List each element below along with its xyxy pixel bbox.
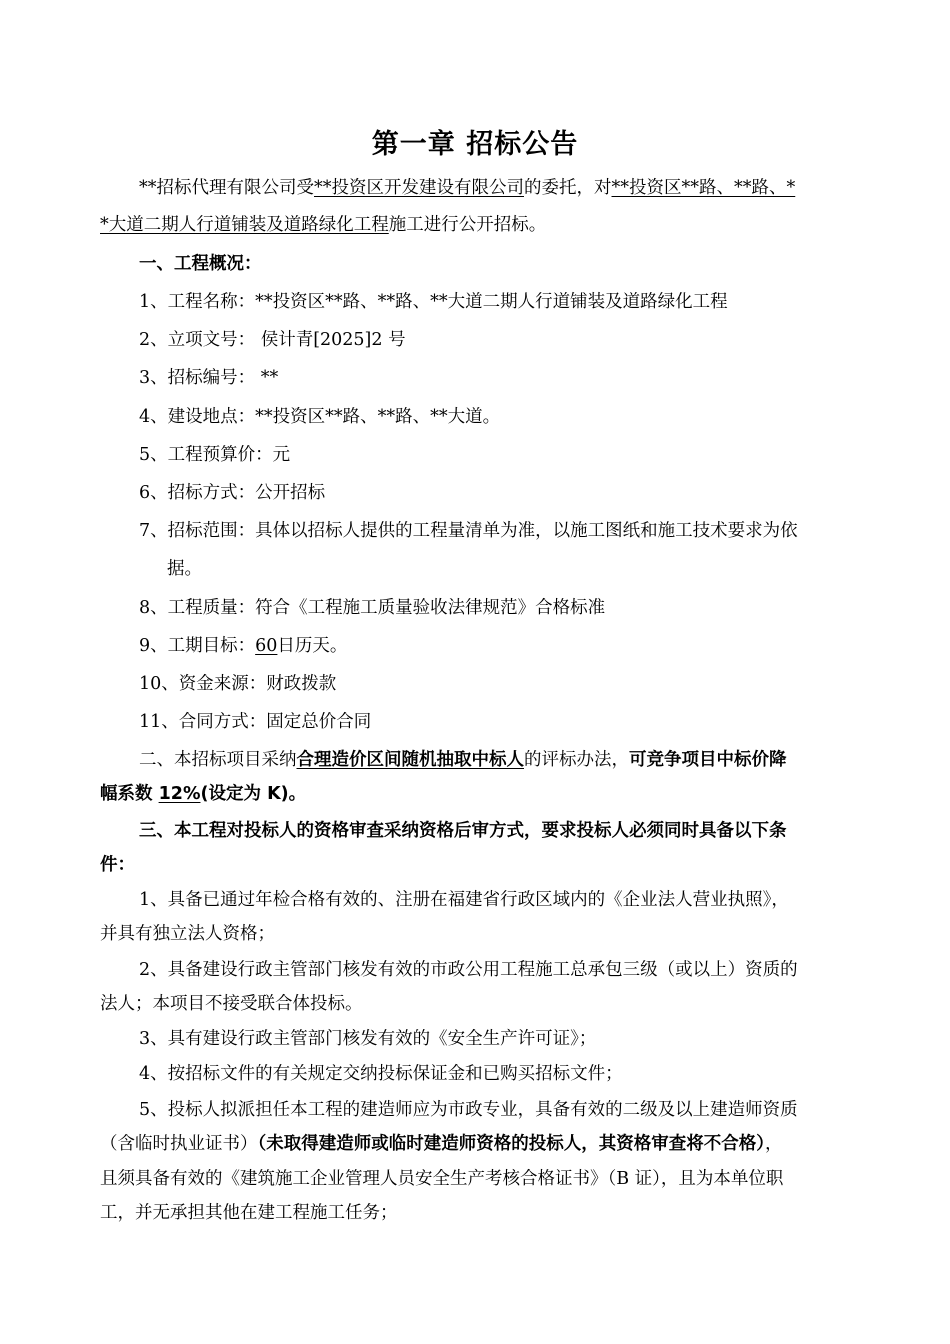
- intro-line-1: [139, 176, 795, 200]
- requirement-line: [100, 1132, 783, 1156]
- intro-line-2: [100, 213, 546, 237]
- requirement-line: 4、按招标文件的有关规定交纳投标保证金和已购买招标文件；: [139, 1064, 623, 1084]
- requirement-line: 并具有独立法人资格；: [100, 924, 275, 944]
- section-bold-text: 可竞争项目中标价降: [629, 750, 787, 770]
- chapter-title: 第一章 招标公告: [371, 129, 579, 160]
- overview-item: 6、招标方式：公开招标: [139, 483, 326, 503]
- requirement-line: 1、具备已通过年检合格有效的、注册在福建省行政区域内的《企业法人营业执照》，: [139, 890, 789, 910]
- requirement-text: ，: [765, 1134, 783, 1154]
- overview-item: 4、建设地点：**投资区**路、**路、**大道。: [139, 407, 501, 427]
- intro-text: 施工进行公开招标。: [388, 215, 547, 235]
- requirement-line: 法人；本项目不接受联合体投标。: [100, 994, 363, 1014]
- overview-item: 7、招标范围：具体以招标人提供的工程量清单为准，以施工图纸和施工技术要求为依: [139, 521, 798, 541]
- section-2-line-2: [100, 782, 306, 806]
- overview-item: 3、招标编号： **: [139, 368, 279, 388]
- overview-item-continued: 据。: [167, 559, 202, 579]
- requirement-line: 5、投标人拟派担任本工程的建造师应为市政专业，具备有效的二级及以上建造师资质: [139, 1100, 798, 1120]
- overview-item: 1、工程名称：**投资区**路、**路、**大道二期人行道铺装及道路绿化工程: [139, 292, 728, 312]
- project-name: **投资区**路、**路、*: [611, 178, 796, 198]
- project-name: *大道二期人行道铺装及道路绿化工程: [100, 215, 389, 235]
- k-factor: 12%: [158, 784, 201, 804]
- evaluation-method: 合理造价区间随机抽取中标人: [296, 750, 524, 770]
- intro-text: 的委托，对: [524, 178, 612, 198]
- requirement-line: 工，并无承担其他在建工程施工任务；: [100, 1203, 398, 1223]
- overview-item: 5、工程预算价：元: [139, 445, 291, 465]
- section-text: 二、本招标项目采纳: [139, 750, 297, 770]
- requirement-text: （含临时执业证书）: [100, 1134, 258, 1154]
- section-heading-continued: 件：: [100, 855, 135, 875]
- requirement-line: 3、具有建设行政主管部门核发有效的《安全生产许可证》；: [139, 1029, 597, 1049]
- overview-item: 10、资金来源：财政拨款: [139, 674, 337, 694]
- section-heading: 一、工程概况：: [139, 254, 262, 274]
- section-text: 的评标办法，: [524, 750, 629, 770]
- overview-item: 11、合同方式：固定总价合同: [139, 712, 372, 732]
- intro-text: **招标代理有限公司受: [139, 178, 314, 198]
- duration-days: 60: [255, 636, 278, 656]
- item-label: 9、工期目标：: [139, 636, 256, 656]
- requirement-line: 且须具备有效的《建筑施工企业管理人员安全生产考核合格证书》（B 证），且为本单位职: [100, 1169, 784, 1189]
- overview-item: [139, 634, 347, 658]
- section-bold-text: 幅系数: [100, 784, 159, 804]
- section-heading: 三、本工程对投标人的资格审查采纳资格后审方式，要求投标人必须同时具备以下条: [139, 821, 787, 841]
- overview-item: 2、立项文号： 侯计青[2025]2 号: [139, 330, 406, 350]
- requirement-line: 2、具备建设行政主管部门核发有效的市政公用工程施工总承包三级（或以上）资质的: [139, 960, 798, 980]
- owner-name: **投资区开发建设有限公司: [314, 178, 524, 198]
- section-2-line-1: [139, 748, 787, 772]
- item-text: 日历天。: [277, 636, 348, 656]
- overview-item: 8、工程质量：符合《工程施工质量验收法律规范》合格标准: [139, 598, 606, 618]
- requirement-bold-text: （未取得建造师或临时建造师资格的投标人，其资格审查将不合格）: [257, 1134, 765, 1154]
- section-bold-text: (设定为 K)。: [200, 784, 307, 804]
